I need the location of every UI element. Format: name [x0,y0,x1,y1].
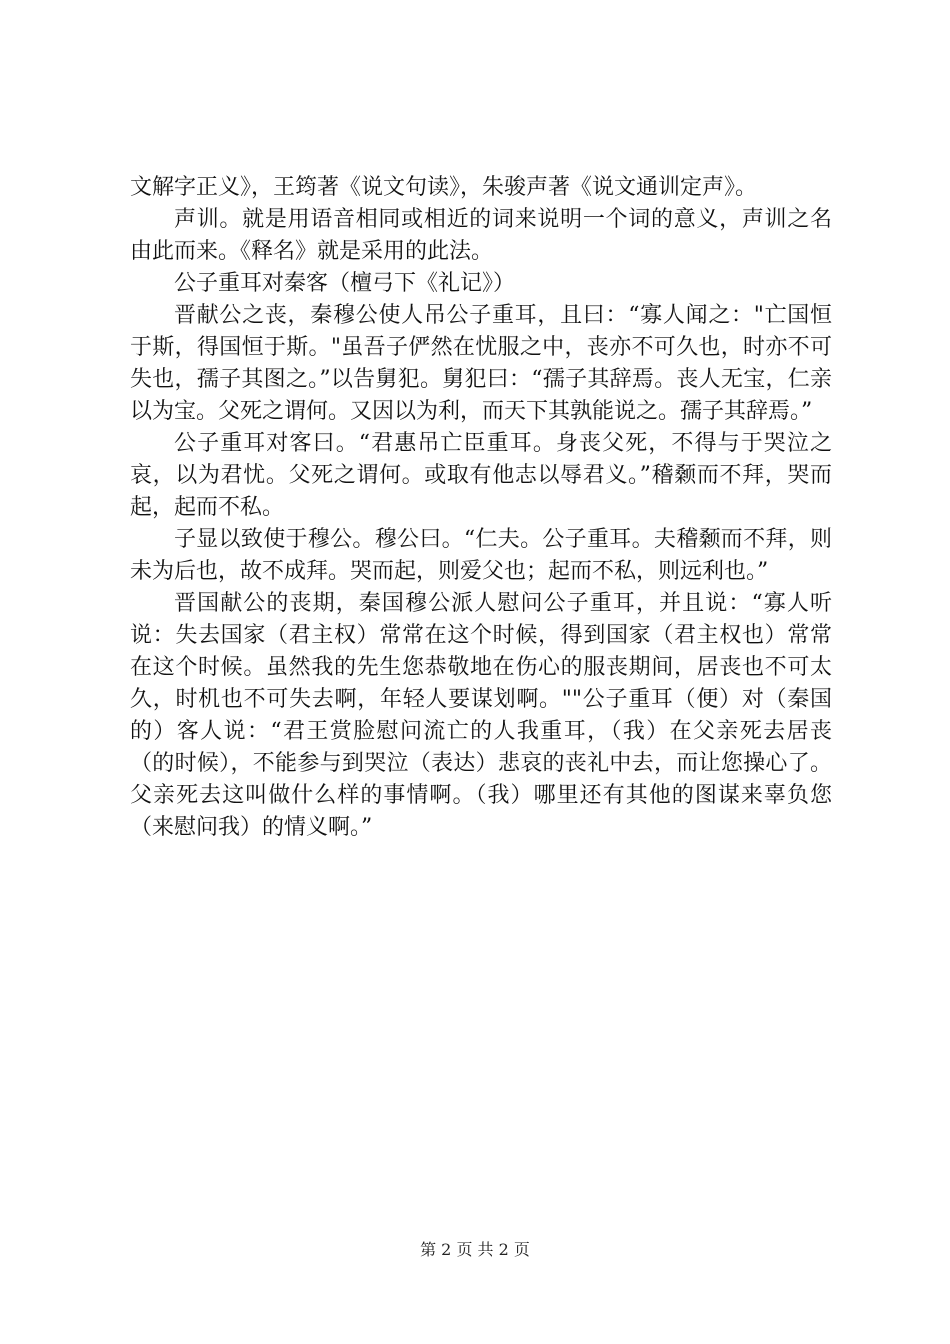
paragraph-translation: 晋国献公的丧期，秦国穆公派人慰问公子重耳，并且说：“寡人听说：失去国家（君主权）常常在这个时候，得到国家（君主权也）常常在这个时候。虽然我的先生您恭敬地在伤心的服丧期间，居丧也不可太久，时机也不可失去啊，年轻人要谋划啊。""公子重耳（便）对（秦国的）客人说：“君王赏脸慰问流亡的人我重耳，（我）在父亲死去居丧（的时候），不能参与到哭泣（表达）悲哀的丧礼中去，而让您操心了。父亲死去这叫做什么样的事情啊。（我）哪里还有其他的图谋来辜负您（来慰问我）的情义啊。” [130,591,832,840]
paragraph-sound-gloss: 声训。就是用语音相同或相近的词来说明一个词的意义，声训之名由此而来。《释名》就是采用的此法。 [130,207,832,264]
section-heading: 公子重耳对秦客（檀弓下《礼记》） [174,271,516,296]
page-footer: 第 2 页 共 2 页 [420,1240,530,1259]
document-body [130,172,832,844]
paragraph-continuation: 文解字正义》，王筠著《说文句读》，朱骏声著《说文通训定声》。 [130,175,758,200]
paragraph-classical-1: 晋献公之丧，秦穆公使人吊公子重耳，且曰：“寡人闻之："亡国恒于斯，得国恒于斯。"虽吾子俨然在忧服之中，丧亦不可久也，时亦不可失也，孺子其图之。”以告舅犯。舅犯曰：“孺子其辞焉。丧人无宝，仁亲以为宝。父死之谓何。又因以为利，而天下其孰能说之。孺子其辞焉。” [130,303,832,424]
paragraph-classical-2: 公子重耳对客曰。“君惠吊亡臣重耳。身丧父死，不得与于哭泣之哀，以为君忧。父死之谓何。或取有他志以辱君义。”稽颡而不拜，哭而起，起而不私。 [130,431,832,520]
paragraph-classical-3: 子显以致使于穆公。穆公曰。“仁夫。公子重耳。夫稽颡而不拜，则未为后也，故不成拜。哭而起，则爱父也；起而不私，则远利也。” [130,527,832,584]
